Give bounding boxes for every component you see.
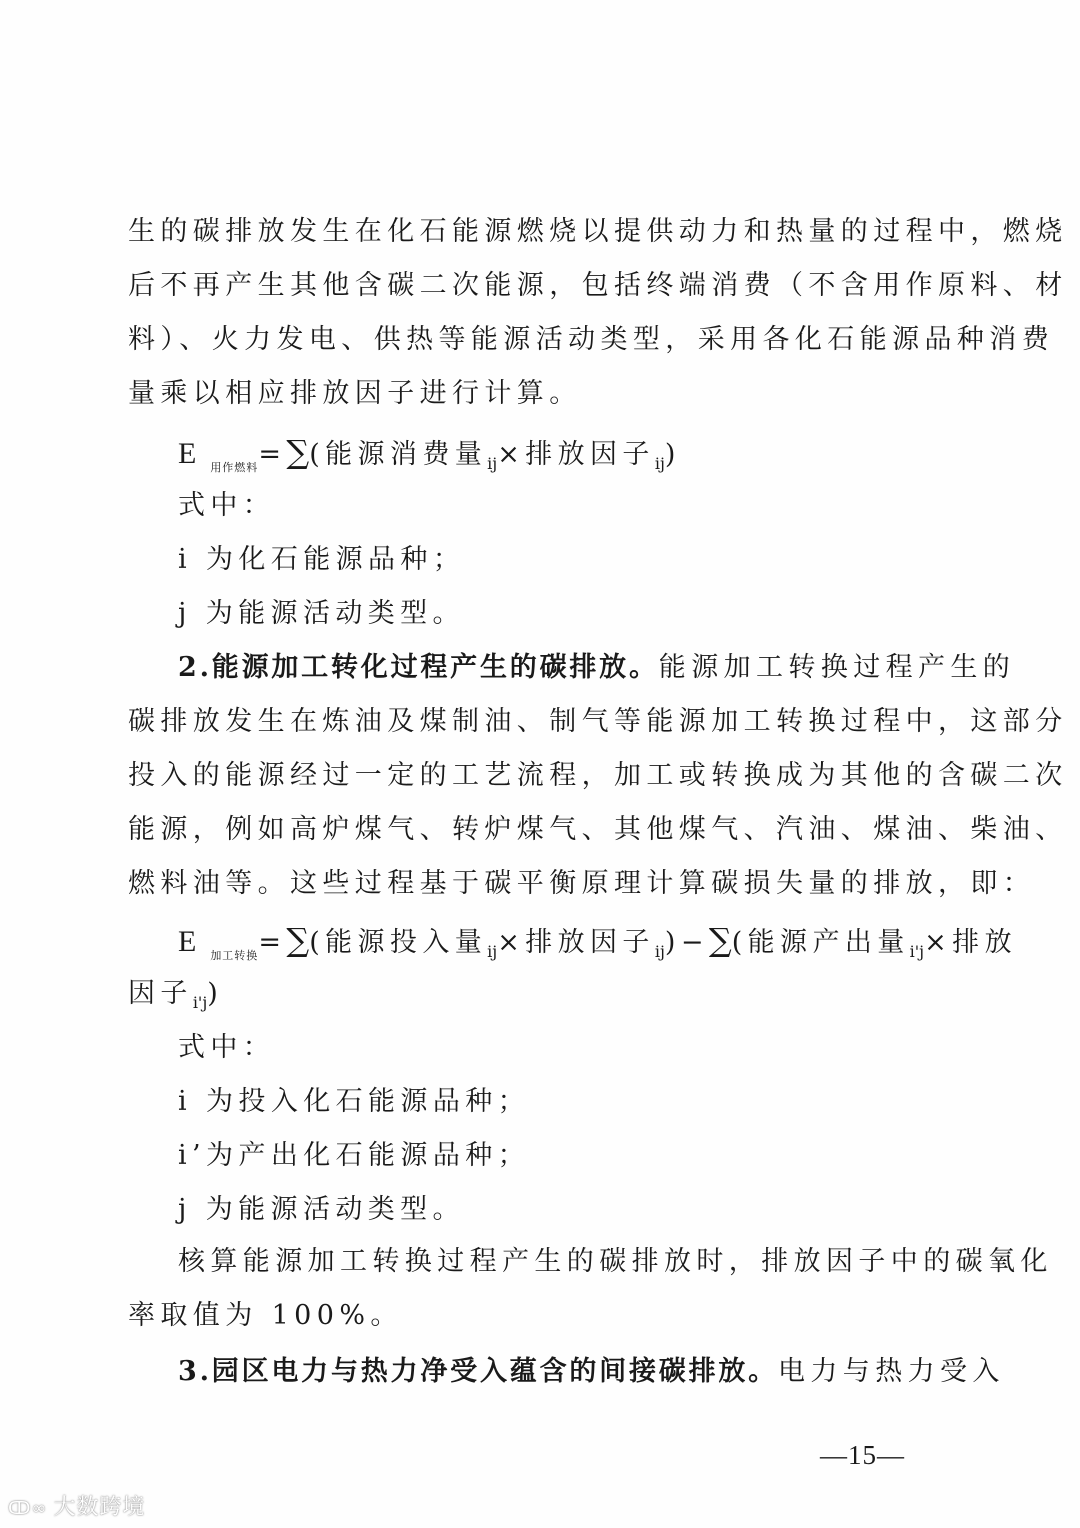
section-3-heading: 3.园区电力与热力净受入蕴含的间接碳排放。 <box>178 1356 778 1387</box>
index: i'j <box>192 993 208 1012</box>
formula-subscript: 加工转换 <box>210 949 259 962</box>
paren: ) <box>664 439 681 470</box>
formula-term: (能源产出量 <box>731 927 910 958</box>
minus: )− <box>664 927 709 958</box>
sigma-symbol: ∑ <box>286 433 310 471</box>
paragraph-line: 能源，例如高炉煤气、转炉煤气、其他煤气、汽油、煤油、柴油、 <box>128 814 1068 845</box>
formula-symbol: E <box>178 925 197 958</box>
note-line: 核算能源加工转换过程产生的碳排放时，排放因子中的碳氧化 <box>178 1246 1053 1277</box>
note-line: 率取值为 100%。 <box>128 1300 403 1331</box>
paragraph-line: 料）、火力发电、供热等能源活动类型，采用各化石能源品种消费 <box>128 324 1055 355</box>
paragraph-line: 燃料油等。这些过程基于碳平衡原理计算碳损失量的排放，即： <box>128 868 1036 899</box>
section-3-text: 电力与热力受入 <box>778 1356 1005 1387</box>
index: ij <box>487 454 498 473</box>
index: ij <box>487 942 498 961</box>
section-3-line <box>178 1354 1005 1390</box>
formula-subscript: 用作燃料 <box>210 461 259 474</box>
where-label: 式中： <box>178 490 276 521</box>
page-number: —15— <box>820 1440 905 1470</box>
paragraph-line: 量乘以相应排放因子进行计算。 <box>128 378 582 409</box>
paragraph-line: 碳排放发生在炼油及煤制油、制气等能源加工转换过程中，这部分 <box>128 706 1068 737</box>
formula-term: (能源消费量 <box>309 439 488 470</box>
paragraph-line: 生的碳排放发生在化石能源燃烧以提供动力和热量的过程中，燃烧 <box>128 216 1068 247</box>
where-label: 式中： <box>178 1032 276 1063</box>
formula-term: ×排放 <box>924 927 1017 958</box>
section-2-line <box>178 650 1016 686</box>
watermark-text: 大数跨境 <box>53 1495 146 1520</box>
section-2-heading: 2.能源加工转化过程产生的碳排放。 <box>178 652 659 683</box>
variable-def: i’为产出化石能源品种； <box>178 1140 531 1171</box>
index: ij <box>654 942 665 961</box>
paragraph-line: 投入的能源经过一定的工艺流程，加工或转换成为其他的含碳二次 <box>128 760 1068 791</box>
section-2-text: 能源加工转换过程产生的 <box>658 652 1016 683</box>
formula-fuel-use <box>178 434 968 486</box>
sigma-symbol: ∑ <box>286 921 310 959</box>
equals: = <box>258 439 287 470</box>
variable-def: i 为化石能源品种； <box>178 544 466 575</box>
variable-def: i 为投入化石能源品种； <box>178 1086 531 1117</box>
formula-term: ×排放因子 <box>497 439 655 470</box>
formula-symbol: E <box>178 437 197 470</box>
formula-conversion-cont <box>128 976 918 1021</box>
equals: = <box>258 927 287 958</box>
formula-term: (能源投入量 <box>309 927 488 958</box>
index: i'j <box>909 942 925 961</box>
watermark-logo-icon: ↀ∞ <box>8 1498 48 1519</box>
variable-def: j 为能源活动类型。 <box>178 598 465 629</box>
formula-term: ×排放因子 <box>497 927 655 958</box>
watermark <box>8 1490 145 1521</box>
paragraph-line: 后不再产生其他含碳二次能源，包括终端消费（不含用作原料、材 <box>128 270 1068 301</box>
formula-term: 因子 <box>128 978 193 1009</box>
formula-conversion <box>178 921 1017 974</box>
index: ij <box>654 454 665 473</box>
variable-def: j 为能源活动类型。 <box>178 1194 465 1225</box>
paren: ) <box>207 978 224 1009</box>
sigma-symbol: ∑ <box>708 921 732 959</box>
